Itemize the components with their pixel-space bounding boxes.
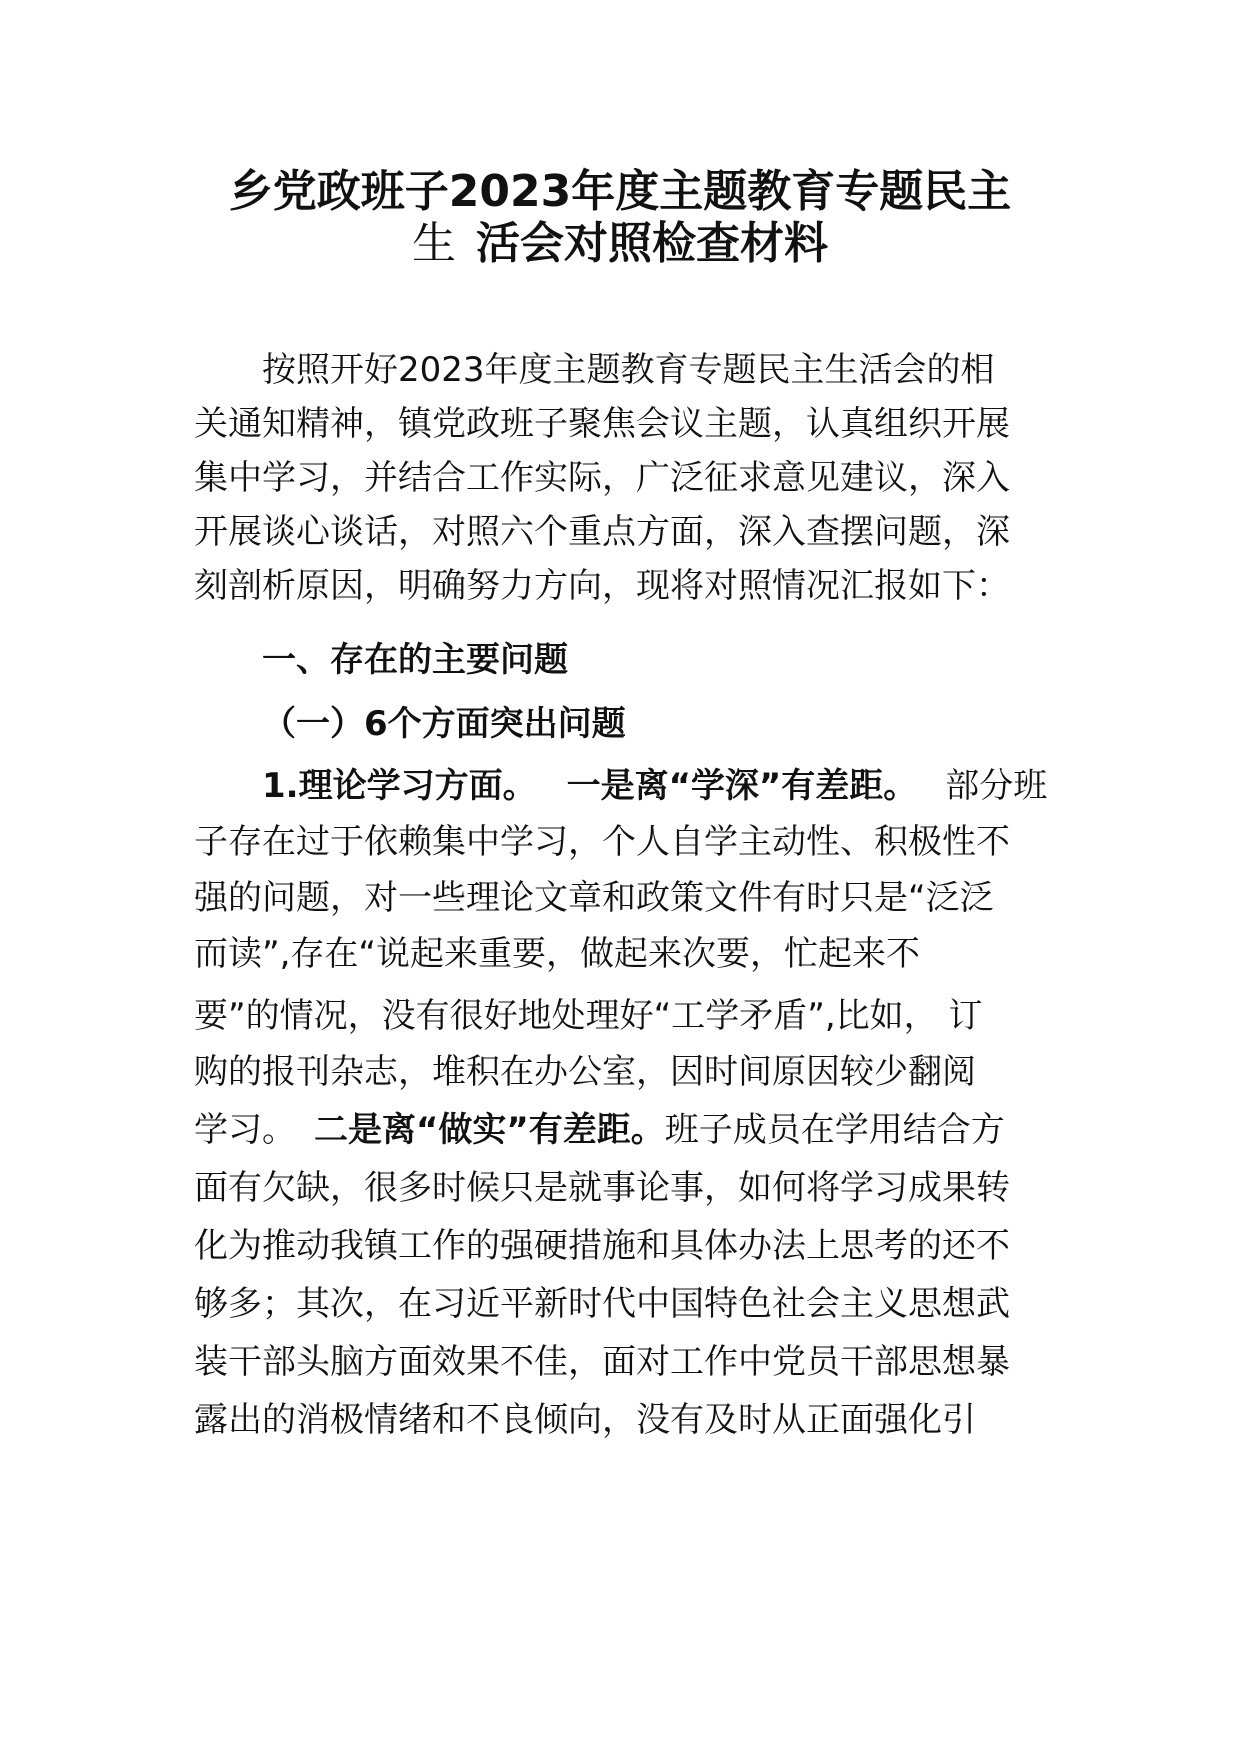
document-title-main: 活会对照检查材料 [476,218,828,269]
body-line: 够多；其次，在习近平新时代中国特色社会主义思想武 [194,1284,1010,1324]
item-text: 学习。 [194,1110,296,1150]
item-text: 班子成员在学用结合方 [664,1110,1005,1150]
intro-line: 集中学习，并结合工作实际，广泛征求意见建议，深入 [194,458,1010,498]
body-line: 装干部头脑方面效果不佳，面对工作中党员干部思想暴 [194,1342,1010,1382]
body-line: 面有欠缺，很多时候只是就事论事，如何将学习成果转 [194,1168,1010,1208]
body-line-mixed [194,1108,1054,1152]
item-first-line [262,764,1062,808]
item-point-heading: 二是离“做实”有差距。 [314,1110,665,1150]
document-title-line-1: 乡党政班子2023年度主题教育专题民主 [228,166,1012,217]
intro-line: 按照开好2023年度主题教育专题民主生活会的相 [262,350,995,390]
body-line: 子存在过于依赖集中学习，个人自学主动性、积极性不 [194,822,1010,862]
document-title-line-2 [0,216,1240,272]
subsection-heading: （一）6个方面突出问题 [262,704,626,744]
body-line: 要”的情况，没有很好地处理好“工学矛盾”,比如， 订 [194,996,983,1036]
item-text: 部分班 [945,766,1048,806]
body-line: 露出的消极情绪和不良倾向，没有及时从正面强化引 [194,1400,976,1440]
section-heading: 一、存在的主要问题 [262,640,568,680]
item-point-heading: 一是离“学深”有差距。 [566,766,918,806]
body-line: 化为推动我镇工作的强硬措施和具体办法上思考的还不 [194,1226,1010,1266]
intro-line: 刻剖析原因，明确努力方向，现将对照情况汇报如下： [194,566,1010,606]
intro-line: 开展谈心谈话，对照六个重点方面，深入查摆问题，深 [194,512,1010,552]
body-line: 购的报刊杂志，堆积在办公室，因时间原因较少翻阅 [194,1052,976,1092]
document-title-fragment: 生 [412,218,456,269]
intro-line: 关通知精神，镇党政班子聚焦会议主题，认真组织开展 [194,404,1010,444]
body-line: 强的问题，对一些理论文章和政策文件有时只是“泛泛 [194,878,994,918]
item-heading: 1.理论学习方面。 [262,766,537,806]
body-line: 而读”,存在“说起来重要，做起来次要，忙起来不 [194,934,921,974]
